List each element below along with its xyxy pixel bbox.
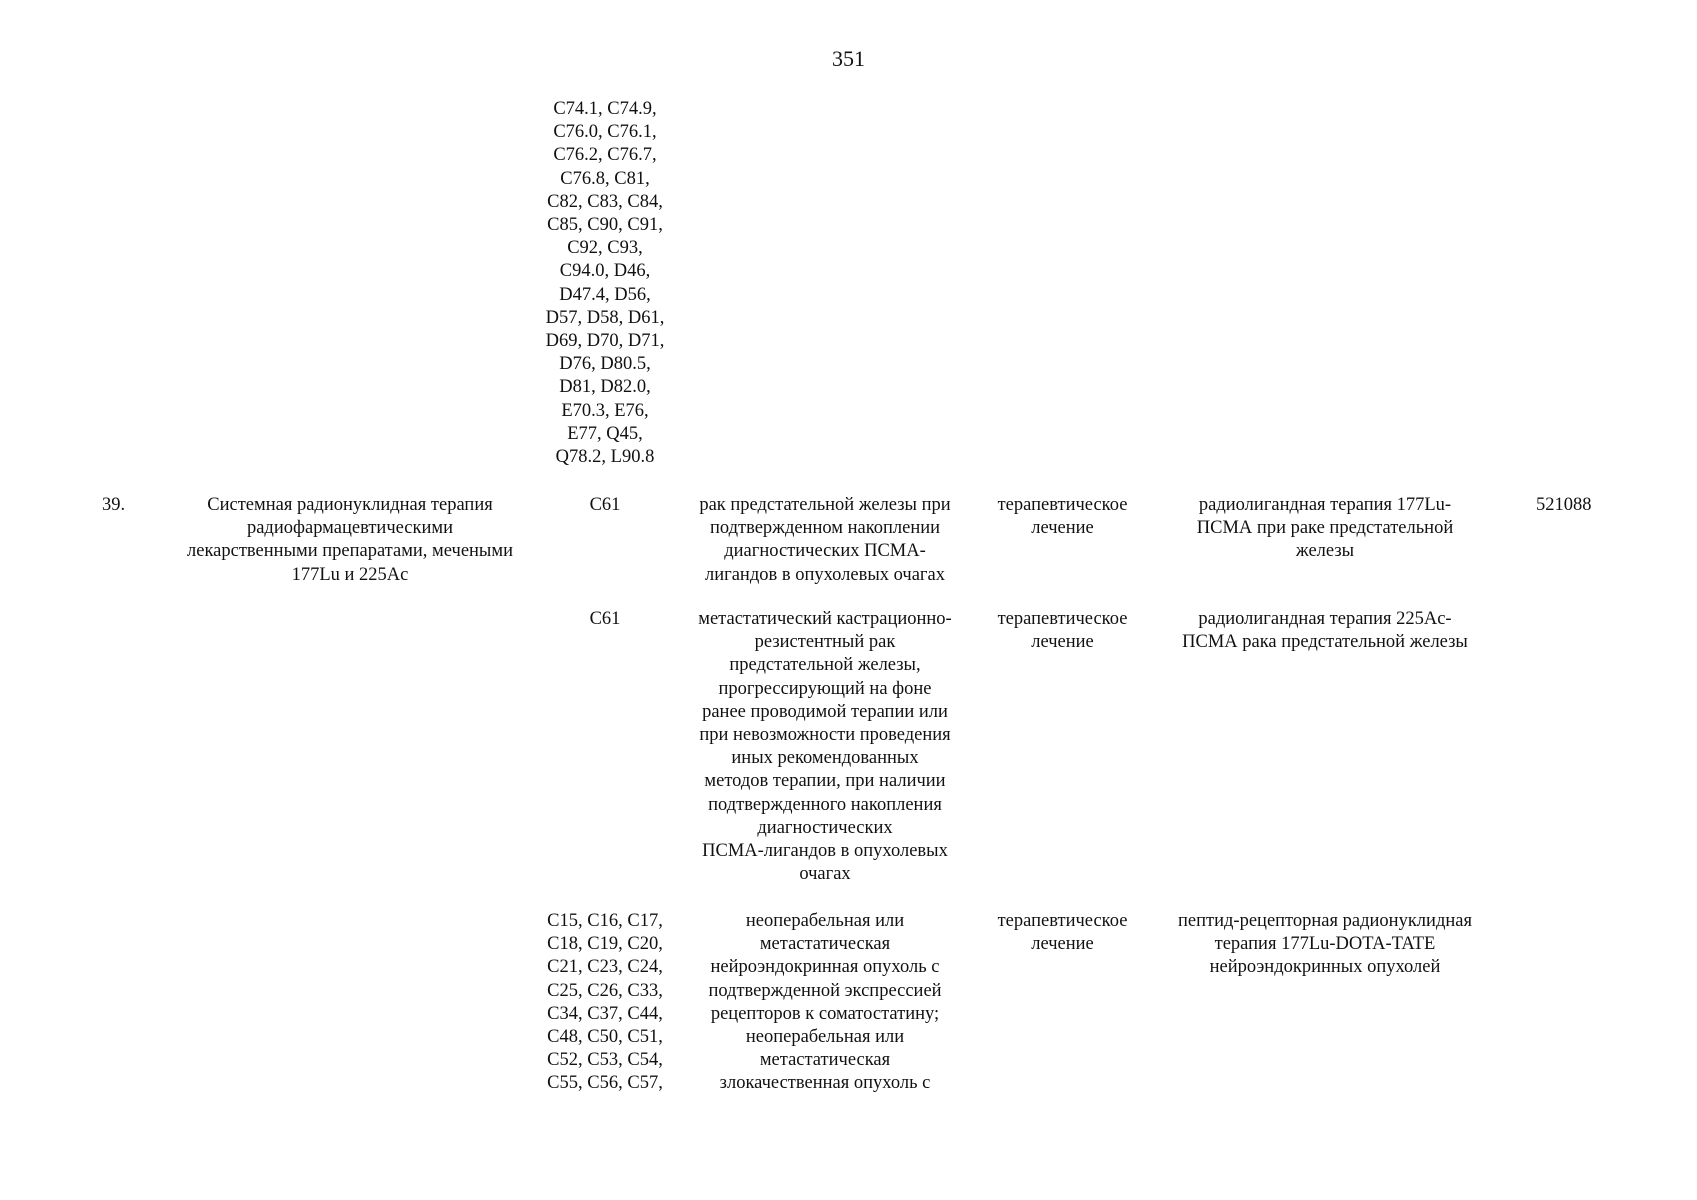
row-1-treatment-method-line: ПСМА при раке предстательной [1196, 518, 1454, 539]
row-3-patient-model-line: нейроэндокринная опухоль с [710, 957, 940, 978]
row-1-treatment-type-line: терапевтическое [997, 495, 1128, 515]
row-2-treatment-method-line: радиолигандная терапия 225Ac- [1198, 609, 1452, 629]
row-3-codes-line: C18, C19, C20, [547, 934, 663, 955]
row-2-patient-model-line: предстательной железы, [729, 655, 921, 676]
row-1-treatment-method-line: железы [1295, 541, 1355, 562]
row-3-treatment-method-line: нейроэндокринных опухолей [1209, 957, 1441, 978]
row-3-treatment-type-line: лечение [1031, 934, 1094, 955]
row-3-patient-model-line: неоперабельная или [745, 1027, 905, 1048]
continuation-codes-line: C92, C93, [567, 238, 643, 259]
row-2-treatment-method [1150, 608, 1500, 654]
continuation-codes-line: D76, D80.5, [559, 354, 651, 375]
row-3-codes-line: C21, C23, C24, [547, 957, 663, 978]
row-3-patient-model-line: метастатическая [759, 1050, 891, 1071]
continuation-codes-line: C74.1, C74.9, [553, 99, 657, 119]
row-2-patient-model-line: резистентный рак [754, 632, 896, 653]
row-3-patient-model-line: метастатическая [759, 934, 891, 955]
continuation-codes-line: C94.0, D46, [559, 261, 651, 282]
row-1-codes [530, 494, 680, 517]
row-1-patient-model [680, 494, 970, 587]
continuation-codes-line: D69, D70, D71, [545, 331, 665, 352]
row-3-patient-model-line: подтвержденной экспрессией [708, 980, 942, 1001]
entry-name [150, 494, 550, 587]
continuation-codes-line: D47.4, D56, [559, 284, 651, 305]
row-1-patient-model-line: лигандов в опухолевых очагах [705, 564, 945, 585]
continuation-codes-line: E77, Q45, [567, 423, 643, 444]
entry-name-line: радиофармацевтическими [246, 518, 454, 539]
row-3-treatment-type-line: терапевтическое [997, 911, 1128, 931]
row-2-treatment-type-line: лечение [1031, 632, 1094, 653]
row-3-patient-model [680, 910, 970, 1096]
entry-code: 521088 [1536, 495, 1592, 515]
row-3-treatment-method [1150, 910, 1500, 980]
continuation-codes-line: C76.2, C76.7, [553, 145, 657, 166]
row-1-treatment-method [1150, 494, 1500, 564]
continuation-codes-line: D57, D58, D61, [545, 307, 665, 328]
continuation-codes-line: D81, D82.0, [559, 377, 651, 398]
row-3-codes-line: C15, C16, C17, [547, 911, 663, 931]
row-2-patient-model-line: ПСМА-лигандов в опухолевых [702, 841, 948, 862]
row-2-codes [530, 608, 680, 631]
continuation-codes [530, 98, 680, 469]
row-2-codes-line: C61 [589, 609, 621, 629]
row-3-codes-line: C25, C26, C33, [547, 980, 663, 1001]
row-2-patient-model [680, 608, 970, 886]
row-3-codes-line: C55, C56, C57, [547, 1073, 663, 1094]
row-3-patient-model-line: рецепторов к соматостатину; [710, 1003, 940, 1024]
row-1-treatment-method-line: радиолигандная терапия 177Lu- [1198, 495, 1452, 515]
row-2-patient-model-line: ранее проводимой терапии или [702, 701, 948, 722]
row-3-patient-model-line: злокачественная опухоль с [719, 1073, 931, 1094]
continuation-codes-line: E70.3, E76, [561, 400, 649, 421]
row-1-patient-model-line: рак предстательной железы при [699, 495, 951, 515]
entry-name-line: Системная радионуклидная терапия [207, 495, 493, 515]
row-2-patient-model-line: методов терапии, при наличии [704, 771, 946, 792]
row-2-treatment-type-line: терапевтическое [997, 609, 1128, 629]
continuation-codes-line: C76.0, C76.1, [553, 122, 657, 143]
continuation-codes-line: C85, C90, C91, [547, 215, 663, 236]
continuation-codes-line: C76.8, C81, [560, 168, 650, 189]
row-1-codes-line: C61 [589, 495, 621, 515]
entry-name-line: лекарственными препаратами, мечеными [187, 541, 513, 562]
row-1-patient-model-line: диагностических ПСМА- [724, 541, 926, 562]
row-3-codes-line: C34, C37, C44, [547, 1003, 663, 1024]
row-3-patient-model-line: неоперабельная или [745, 911, 905, 931]
continuation-codes-line: C82, C83, C84, [547, 191, 663, 212]
row-2-patient-model-line: метастатический кастрационно- [698, 609, 952, 629]
row-2-patient-model-line: при невозможности проведения [699, 725, 951, 746]
row-3-codes-line: C48, C50, C51, [547, 1027, 663, 1048]
row-2-patient-model-line: очагах [799, 864, 851, 885]
row-2-patient-model-line: подтвержденного накопления [708, 794, 942, 815]
row-1-treatment-type-line: лечение [1031, 518, 1094, 539]
row-3-codes [530, 910, 680, 1096]
entry-number: 39. [102, 495, 126, 515]
row-3-treatment-type [980, 910, 1145, 956]
row-3-treatment-method-line: терапия 177Lu-DOTA-TATE [1214, 934, 1436, 955]
page-number: 351 [832, 46, 865, 71]
row-2-treatment-type [980, 608, 1145, 654]
row-2-treatment-method-line: ПСМА рака предстательной железы [1182, 632, 1468, 653]
row-3-codes-line: C52, C53, C54, [547, 1050, 663, 1071]
row-2-patient-model-line: иных рекомендованных [731, 748, 919, 769]
entry-name-line: 177Lu и 225Ac [291, 564, 409, 585]
continuation-codes-line: Q78.2, L90.8 [555, 447, 655, 468]
row-2-patient-model-line: диагностических [757, 817, 893, 838]
row-1-patient-model-line: подтвержденном накоплении [709, 518, 941, 539]
row-1-treatment-type [980, 494, 1145, 540]
row-3-treatment-method-line: пептид-рецепторная радионуклидная [1178, 911, 1472, 931]
row-2-patient-model-line: прогрессирующий на фоне [718, 678, 932, 699]
